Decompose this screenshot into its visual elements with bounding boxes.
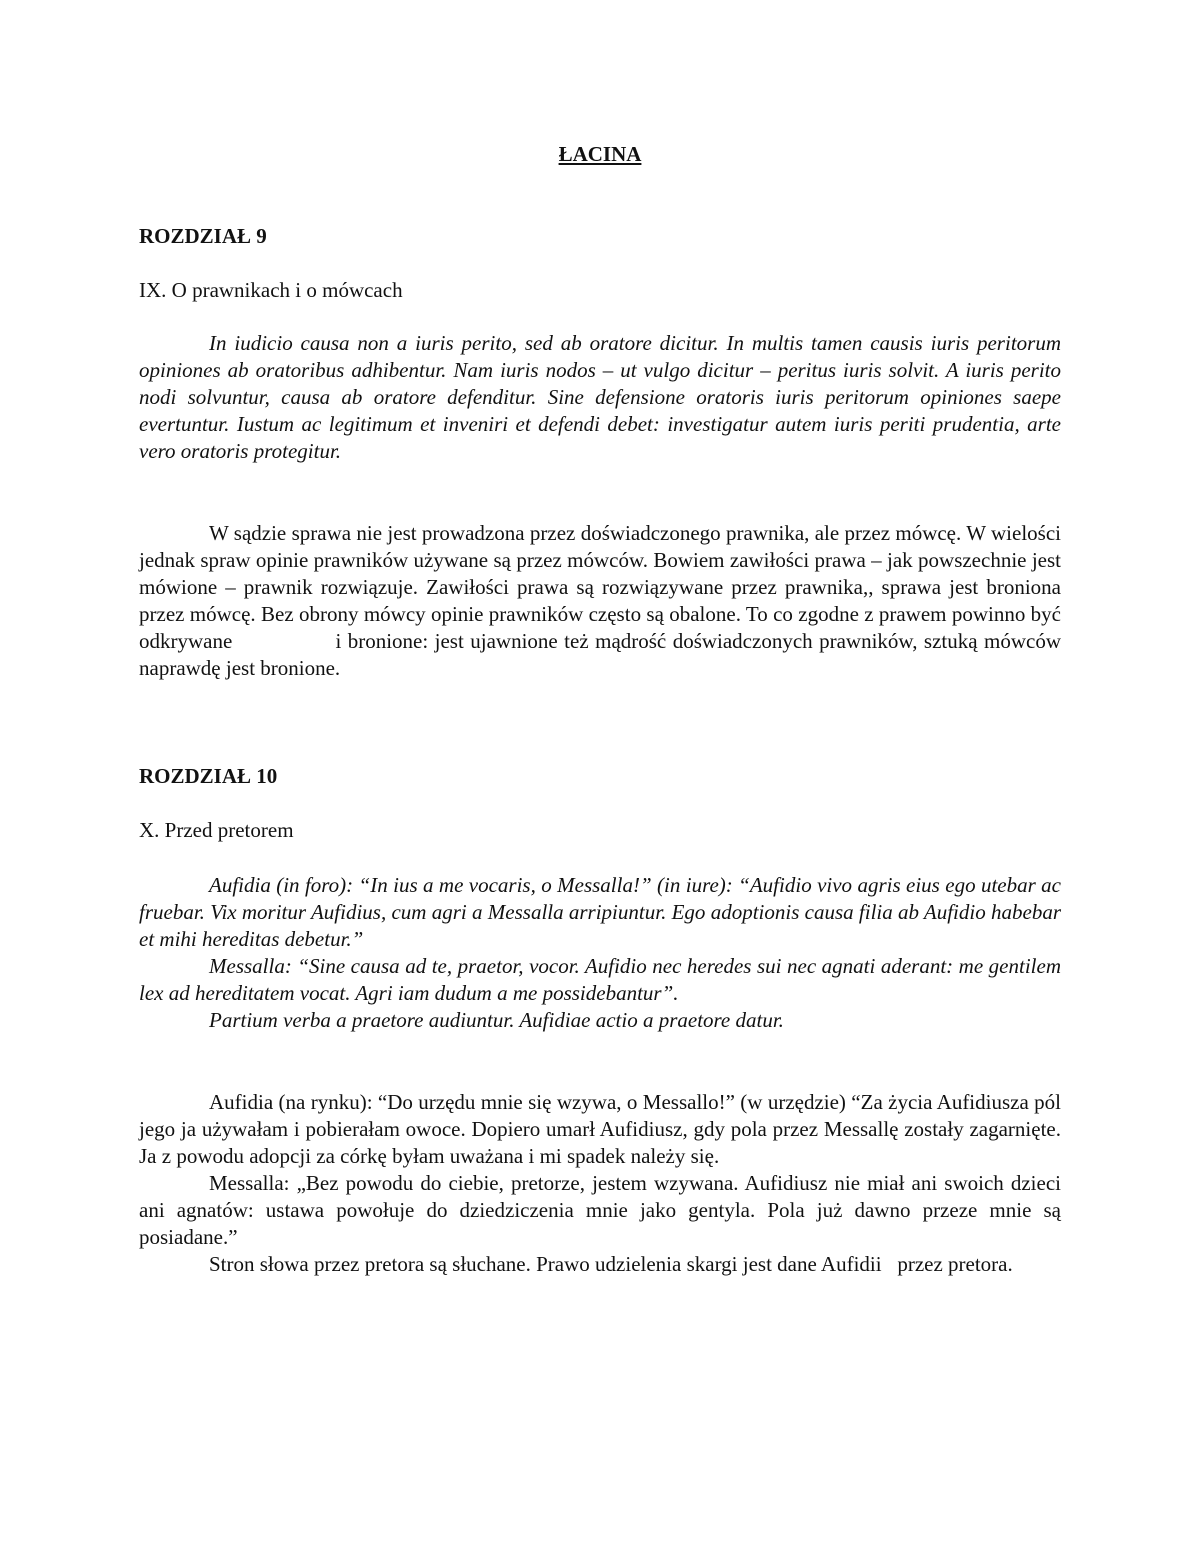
latin-paragraph: Aufidia (in foro): “In ius a me vocaris, o Messalla!” (in iure): “Aufidio vivo agris eius ego utebar ac fruebar. Vix moritur Aufidius, cum agri a Messalla arripiuntur. Ego adoptionis causa filia ab Aufidio habebar et mihi hereditas debetur.”: [139, 873, 1061, 951]
polish-paragraph: Stron słowa przez pretora są słuchane. Prawo udzielenia skargi jest dane Aufidii przez pretora.: [209, 1252, 1013, 1276]
chapter-10-subtitle: X. Przed pretorem: [139, 818, 294, 842]
chapter-9-heading: ROZDZIAŁ 9: [139, 224, 267, 248]
document-title: ŁACINA: [558, 142, 642, 166]
latin-paragraph: Partium verba a praetore audiuntur. Aufidiae actio a praetore datur.: [209, 1008, 784, 1032]
chapter-9-latin-text: [139, 330, 1061, 465]
polish-paragraph: Messalla: „Bez powodu do ciebie, pretorze, jestem wzywana. Aufidiusz nie miał ani swoich dzieci ani agnatów: ustawa powołuje do dziedziczenia mnie jako gentyla. Pola już dawno przeze mnie są posiadane.”: [139, 1171, 1061, 1249]
chapter-10-latin-text: [139, 872, 1061, 1034]
chapter-10-heading: ROZDZIAŁ 10: [139, 764, 278, 788]
polish-paragraph: W sądzie sprawa nie jest prowadzona przez doświadczonego prawnika, ale przez mówcę. W wielości jednak spraw opinie prawników używane są przez mówców. Bowiem zawiłości prawa – jak powszechnie jest mówione – prawnik rozwiązuje. Zawiłości prawa są rozwiązywane przez prawnika,, sprawa jest broniona przez mówcę. Bez obrony mówcy opinie prawników często są obalone. To co zgodne z prawem powinno być odkrywane i bronione: jest ujawnione też mądrość doświadczonych prawników, sztuką mówców naprawdę jest bronione.: [139, 521, 1067, 680]
latin-paragraph: In iudicio causa non a iuris perito, sed ab oratore dicitur. In multis tamen causis iuris peritorum opiniones ab oratoribus adhibentur. Nam iuris nodos – ut vulgo dicitur – peritus iuris solvit. A iuris perito nodi solvuntur, causa ab oratore defenditur. Sine defensione oratoris iuris peritorum opiniones saepe evertuntur. Iustum ac legitimum et inveniri et defendi debet: investigatur autem iuris periti prudentia, arte vero oratoris protegitur.: [139, 331, 1061, 463]
polish-paragraph: Aufidia (na rynku): “Do urzędu mnie się wzywa, o Messallo!” (w urzędzie) “Za życia Aufidiusza pól jego ja używałam i pobierałam owoce. Dopiero umarł Aufidiusz, gdy pola przez Messallę zostały zagarnięte. Ja z powodu adopcji za córkę byłam uważana i mi spadek należy się.: [139, 1090, 1061, 1168]
chapter-9-subtitle: IX. O prawnikach i o mówcach: [139, 278, 403, 302]
latin-paragraph: Messalla: “Sine causa ad te, praetor, vocor. Aufidio nec heredes sui nec agnati aderant: me gentilem lex ad hereditatem vocat. Agri iam dudum a me possidebantur”.: [139, 954, 1061, 1005]
chapter-9-polish-translation: [139, 520, 1067, 682]
chapter-10-polish-translation: [139, 1089, 1061, 1278]
